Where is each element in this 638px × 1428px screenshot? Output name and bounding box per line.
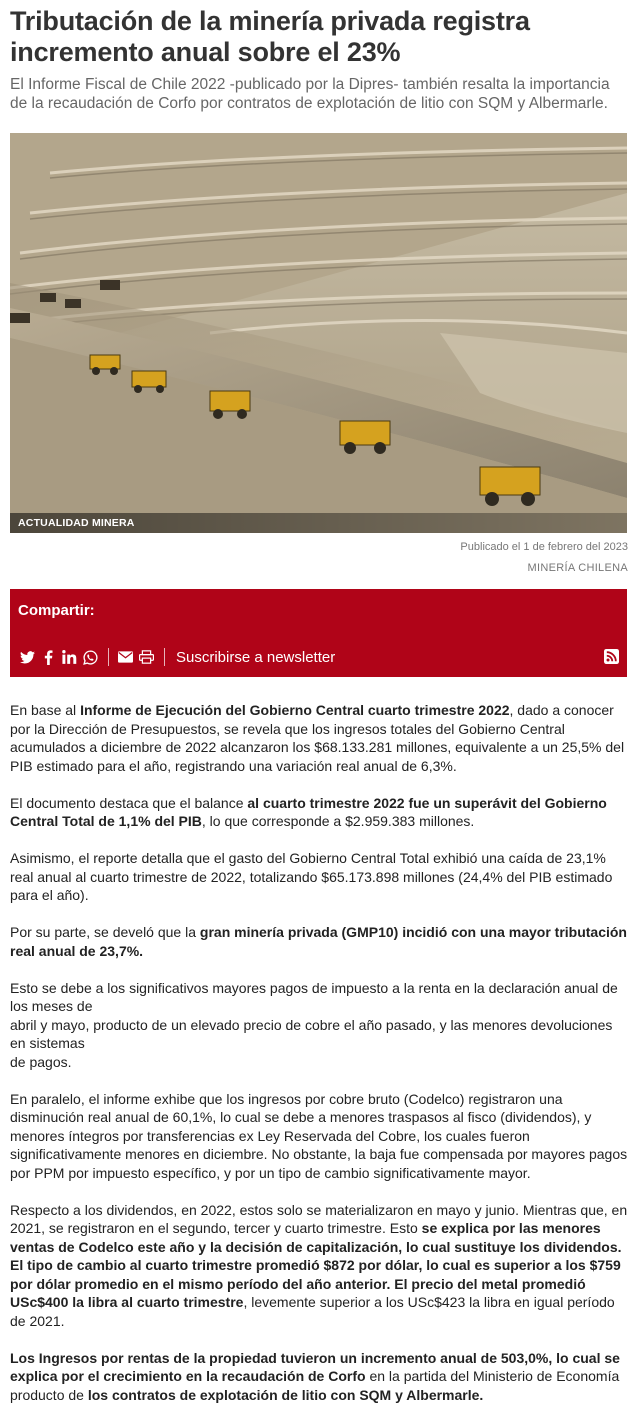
divider [164, 648, 165, 666]
article-meta [10, 541, 628, 575]
whatsapp-icon[interactable] [81, 648, 99, 666]
bold-text: Informe de Ejecución del Gobierno Central cuarto trimestre 2022 [80, 702, 510, 718]
share-title: Compartir: [18, 602, 95, 619]
text: , levemente superior a los USc$423 la libra en igual período de 2021. [10, 1294, 615, 1329]
share-actions [18, 647, 335, 667]
email-icon[interactable] [116, 648, 134, 666]
bold-text: gran minería privada (GMP10) incidió con una mayor tributación real anual de 23,7%. [10, 924, 627, 959]
paragraph [10, 794, 628, 831]
image-caption: ACTUALIDAD MINERA [10, 513, 627, 533]
bold-text: los contratos de explotación de litio con SQM y Albermarle. [87, 1386, 484, 1403]
paragraph [10, 979, 628, 1072]
article-subtitle: El Informe Fiscal de Chile 2022 -publicado por la Dipres- también resalta la importancia de la recaudación de Corfo por contratos de explotación de litio con SQM y Albermarle. [10, 76, 610, 112]
rss-icon[interactable] [604, 649, 619, 664]
text: en la partida del Ministerio de Economía producto de [10, 1368, 620, 1403]
text: , dado a conocer por la Dirección de Presupuestos, se revela que los ingresos totales del Gobierno Central acumulados a diciembre de 2022 alcanzaron los $68.133.281 millones, equivalente a un 25,5% del PIB estimado para el año, registrando una variación real anual de 6,3%. [10, 702, 625, 774]
print-icon[interactable] [137, 648, 155, 666]
text: Esto se debe a los significativos mayores pagos de impuesto a la renta en la declaración anual de los meses de [10, 979, 618, 1014]
twitter-icon[interactable] [18, 648, 36, 666]
article-source: MINERÍA CHILENA [527, 562, 628, 574]
newsletter-link[interactable]: Suscribirse a newsletter [176, 648, 336, 666]
bold-text: al cuarto trimestre 2022 fue un superávit del Gobierno Central Total de 1,1% del PIB [10, 794, 607, 829]
text: , lo que corresponde a $2.959.383 millones. [201, 813, 475, 829]
text: abril y mayo, producto de un elevado precio de cobre el año pasado, y las menores devoluciones en sistemas [10, 1016, 613, 1051]
paragraph: En paralelo, el informe exhibe que los ingresos por cobre bruto (Codelco) registraron una disminución real anual de 60,1%, lo cual se debe a menores traspasos al fisco (dividendos), y menores íntegros por transferencias ex Ley Reservada del Cobre, los cuales fueron significativamente menores en diciembre. No obstante, la baja fue compensada por mayores pagos por PPM por impuesto específico, y por un tipo de cambio significativamente mayor. [10, 1090, 628, 1181]
publish-date: Publicado el 1 de febrero del 2023 [460, 541, 628, 553]
open-pit-mine-photo [10, 133, 627, 533]
share-bar [10, 589, 627, 677]
text: Respecto a los dividendos, en 2022, estos solo se materializaron en mayo y junio. Mientras que, en 2021, se registraron en el segundo, tercer y cuarto trimestre. Esto [10, 1201, 628, 1236]
divider [108, 648, 109, 666]
article-body [10, 701, 628, 1404]
linkedin-icon[interactable] [60, 648, 78, 666]
text: En base al [10, 702, 81, 718]
hero-image [10, 133, 627, 533]
article-title: Tributación de la minería privada registra incremento anual sobre el 23% [10, 6, 530, 67]
paragraph [10, 1201, 628, 1331]
bold-text: Los Ingresos por rentas de la propiedad tuvieron un incremento anual de 503,0%, lo cual se explica por el crecimiento en la recaudación de Corfo [10, 1349, 620, 1384]
paragraph [10, 701, 628, 775]
paragraph [10, 1349, 628, 1405]
text: Por su parte, se develó que la [10, 924, 200, 940]
bold-text: se explica por las menores ventas de Codelco este año y la decisión de capitalización, lo cual sustituye los dividendos. El tipo de cambio al cuarto trimestre promedió $872 por dólar, lo cual es superior a los $759 por dólar promedio en el mismo período del año anterior. El precio del metal promedió USc$400 la libra al cuarto trimestre [10, 1220, 622, 1310]
paragraph [10, 923, 628, 960]
facebook-icon[interactable] [39, 648, 57, 666]
text: de pagos. [10, 1053, 72, 1070]
paragraph: Asimismo, el reporte detalla que el gasto del Gobierno Central Total exhibió una caída de 23,1% real anual al cuarto trimestre de 2022, totalizando $65.173.898 millones (24,4% del PIB estimado para el año). [10, 850, 613, 903]
text: El documento destaca que el balance [10, 794, 248, 811]
